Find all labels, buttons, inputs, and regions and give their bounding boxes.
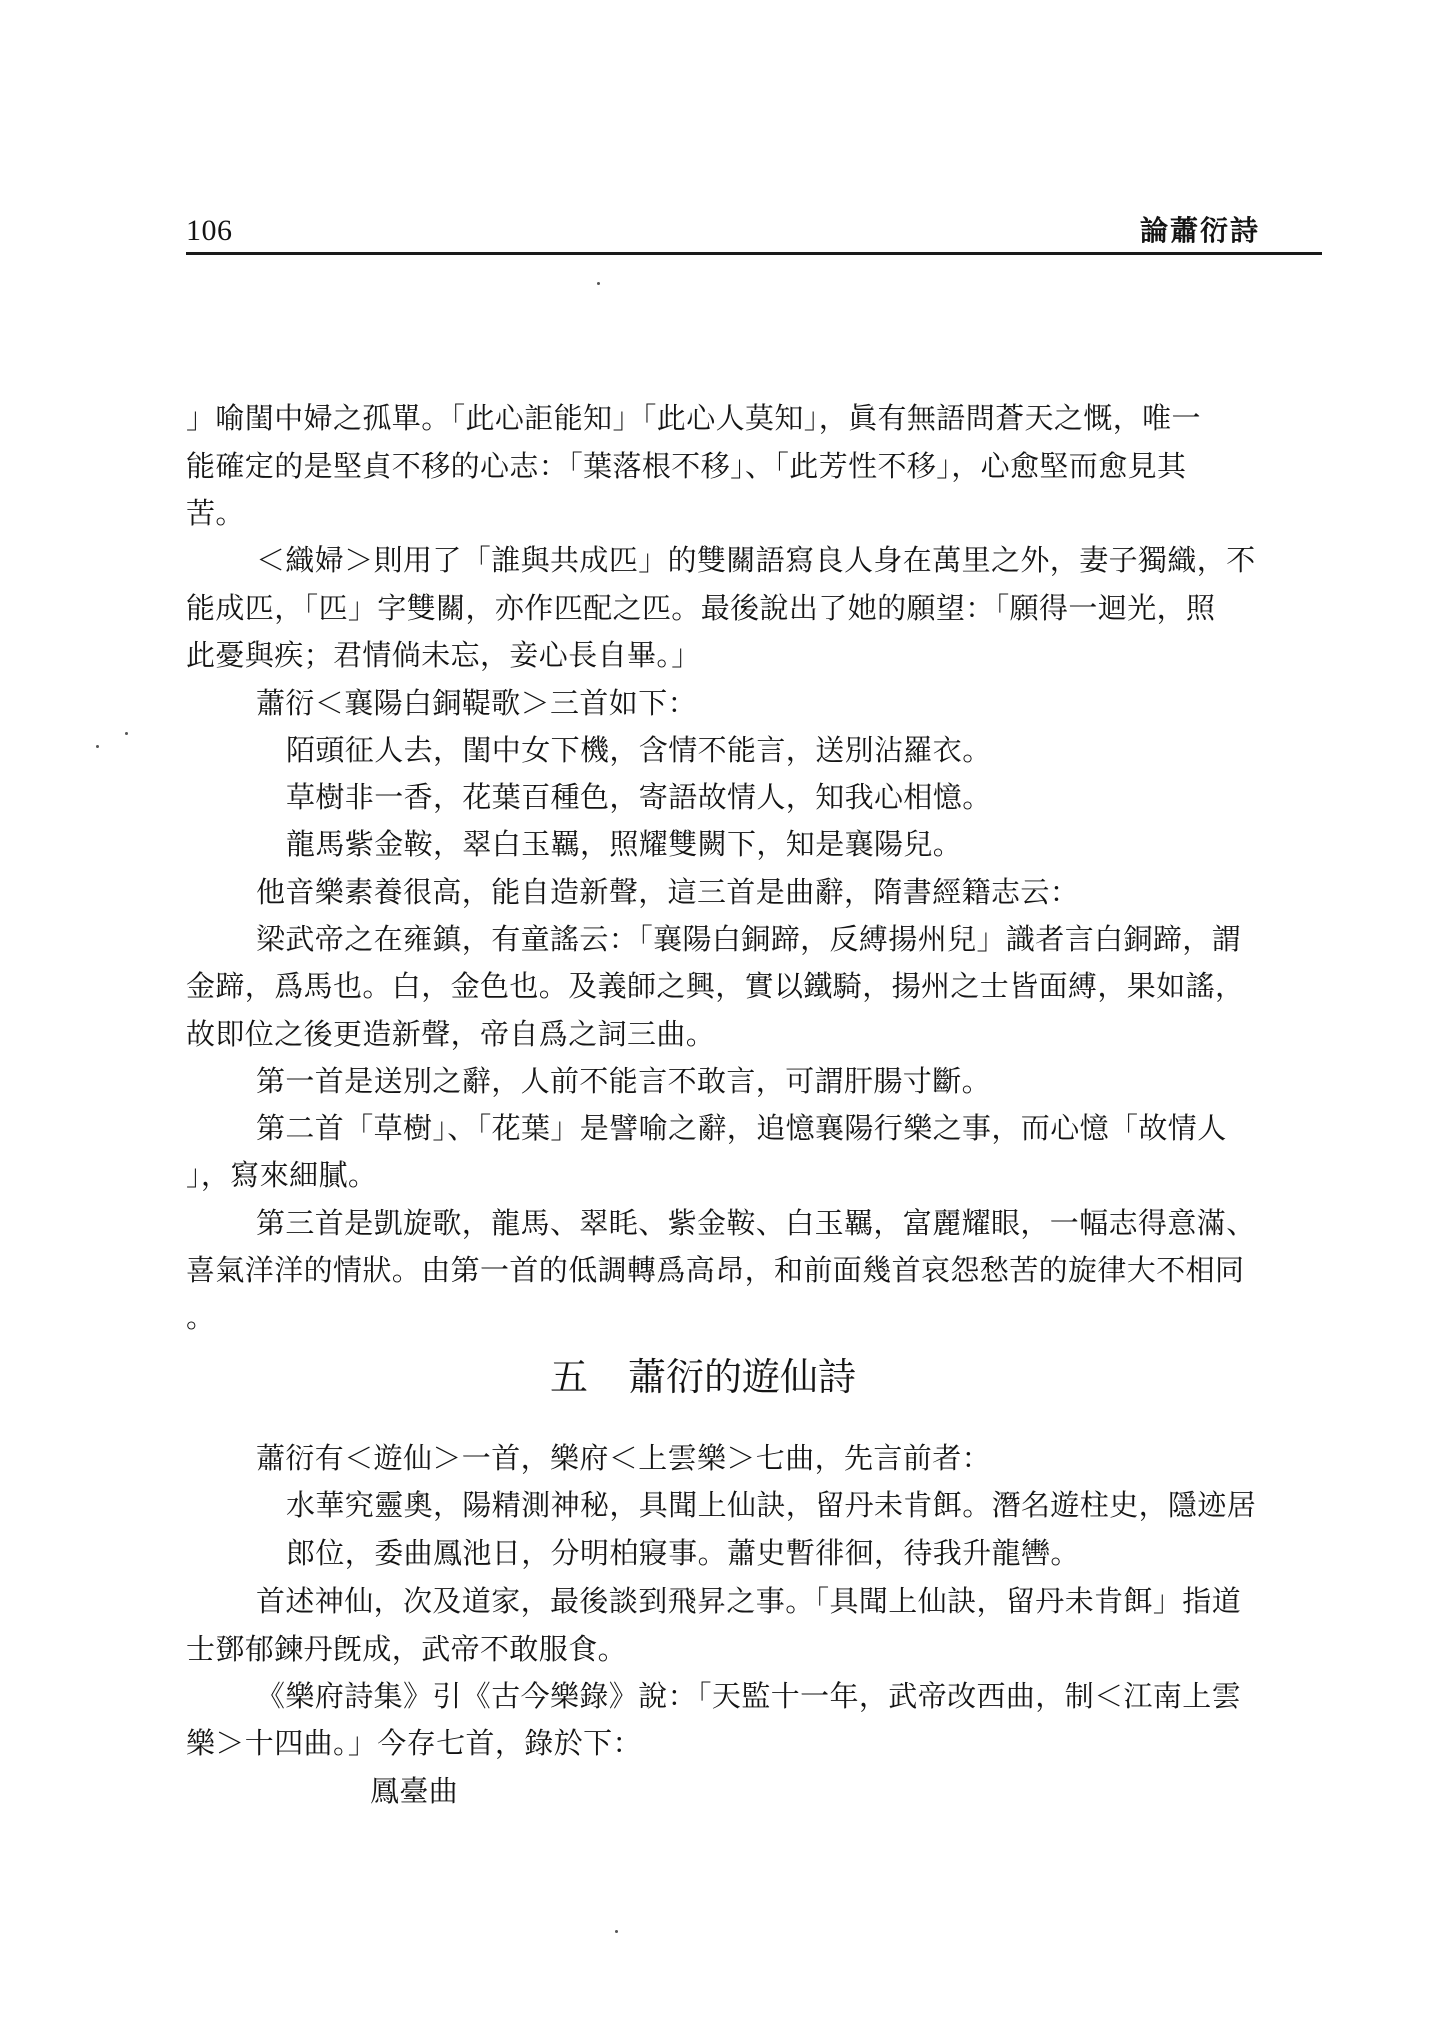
text-line: 金蹄，爲馬也。白，金色也。及義師之興，實以鐵騎，揚州之士皆面縛，果如謠， (186, 969, 1245, 1003)
verse-line: 草樹非一香，花葉百種色，寄語故情人，知我心相憶。 (286, 780, 992, 814)
text-line: 此憂與疾；君情倘未忘，妾心長自畢。」 (186, 638, 701, 672)
scan-speck (597, 282, 600, 285)
text-line: 。 (186, 1300, 216, 1334)
header-rule (186, 252, 1322, 255)
text-line: 蕭衍＜襄陽白銅鞮歌＞三首如下： (256, 686, 698, 720)
verse-line: 陌頭征人去，閨中女下機，含情不能言，送別沾羅衣。 (286, 733, 992, 767)
poem-title: 鳳臺曲 (370, 1774, 459, 1808)
text-line: 第一首是送別之辭，人前不能言不敢言，可謂肝腸寸斷。 (256, 1064, 992, 1098)
text-line: 喜氣洋洋的情狀。由第一首的低調轉爲高昂，和前面幾首哀怨愁苦的旋律大不相同 (186, 1253, 1245, 1287)
verse-line: 水華究靈奧，陽精測神秘，具聞上仙訣，留丹未肯餌。潛名遊柱史，隱迹居 (286, 1488, 1257, 1522)
text-line: 蕭衍有＜遊仙＞一首，樂府＜上雲樂＞七曲，先言前者： (256, 1441, 992, 1475)
verse-line: 郎位，委曲鳳池日，分明柏寢事。蕭史暫徘徊，待我升龍轡。 (286, 1536, 1080, 1570)
text-line: 能確定的是堅貞不移的心志：「葉落根不移」、「此芳性不移」，心愈堅而愈見其 (186, 449, 1187, 483)
text-line: 」喻閨中婦之孤單。「此心詎能知」「此心人莫知」，眞有無語問蒼天之慨，唯一 (186, 401, 1201, 435)
text-line: 第二首「草樹」、「花葉」是譬喻之辭，追憶襄陽行樂之事，而心憶「故情人 (256, 1111, 1227, 1145)
running-title: 論蕭衍詩 (1139, 214, 1260, 247)
scan-speck (615, 1930, 618, 1933)
running-header (186, 213, 1320, 249)
section-number: 五 (550, 1355, 589, 1399)
section-heading (550, 1352, 856, 1402)
scan-speck (125, 732, 128, 735)
text-line: 第三首是凱旋歌，龍馬、翠眊、紫金鞍、白玉羈，富麗耀眼，一幅志得意滿、 (256, 1206, 1256, 1240)
text-line: 他音樂素養很高，能自造新聲，這三首是曲辭，隋書經籍志云： (256, 875, 1080, 909)
text-line: 《樂府詩集》引《古今樂錄》說：「天監十一年，武帝改西曲，制＜江南上雲 (256, 1679, 1242, 1713)
text-line: 苦。 (186, 496, 245, 530)
section-title: 蕭衍的遊仙詩 (628, 1355, 857, 1399)
text-line: ＜織婦＞則用了「誰與共成匹」的雙關語寫良人身在萬里之外，妻子獨織，不 (256, 543, 1256, 577)
scan-speck (96, 745, 99, 748)
text-line: 士鄧郁鍊丹旣成，武帝不敢服食。 (186, 1632, 628, 1666)
text-line: 梁武帝之在雍鎮，有童謠云：「襄陽白銅蹄，反縛揚州兒」識者言白銅蹄，謂 (256, 922, 1242, 956)
text-line: 首述神仙，次及道家，最後談到飛昇之事。「具聞上仙訣，留丹未肯餌」指道 (256, 1584, 1242, 1618)
verse-line: 龍馬紫金鞍，翠白玉羈，照耀雙闕下，知是襄陽兒。 (286, 827, 963, 861)
text-line: 樂＞十四曲。」今存七首，錄於下： (186, 1726, 642, 1760)
text-line: 」，寫來細膩。 (186, 1158, 378, 1192)
page-number: 106 (186, 214, 233, 247)
text-line: 能成匹，「匹」字雙關，亦作匹配之匹。最後說出了她的願望：「願得一迴光，照 (186, 591, 1216, 625)
text-line: 故即位之後更造新聲，帝自爲之詞三曲。 (186, 1017, 716, 1051)
